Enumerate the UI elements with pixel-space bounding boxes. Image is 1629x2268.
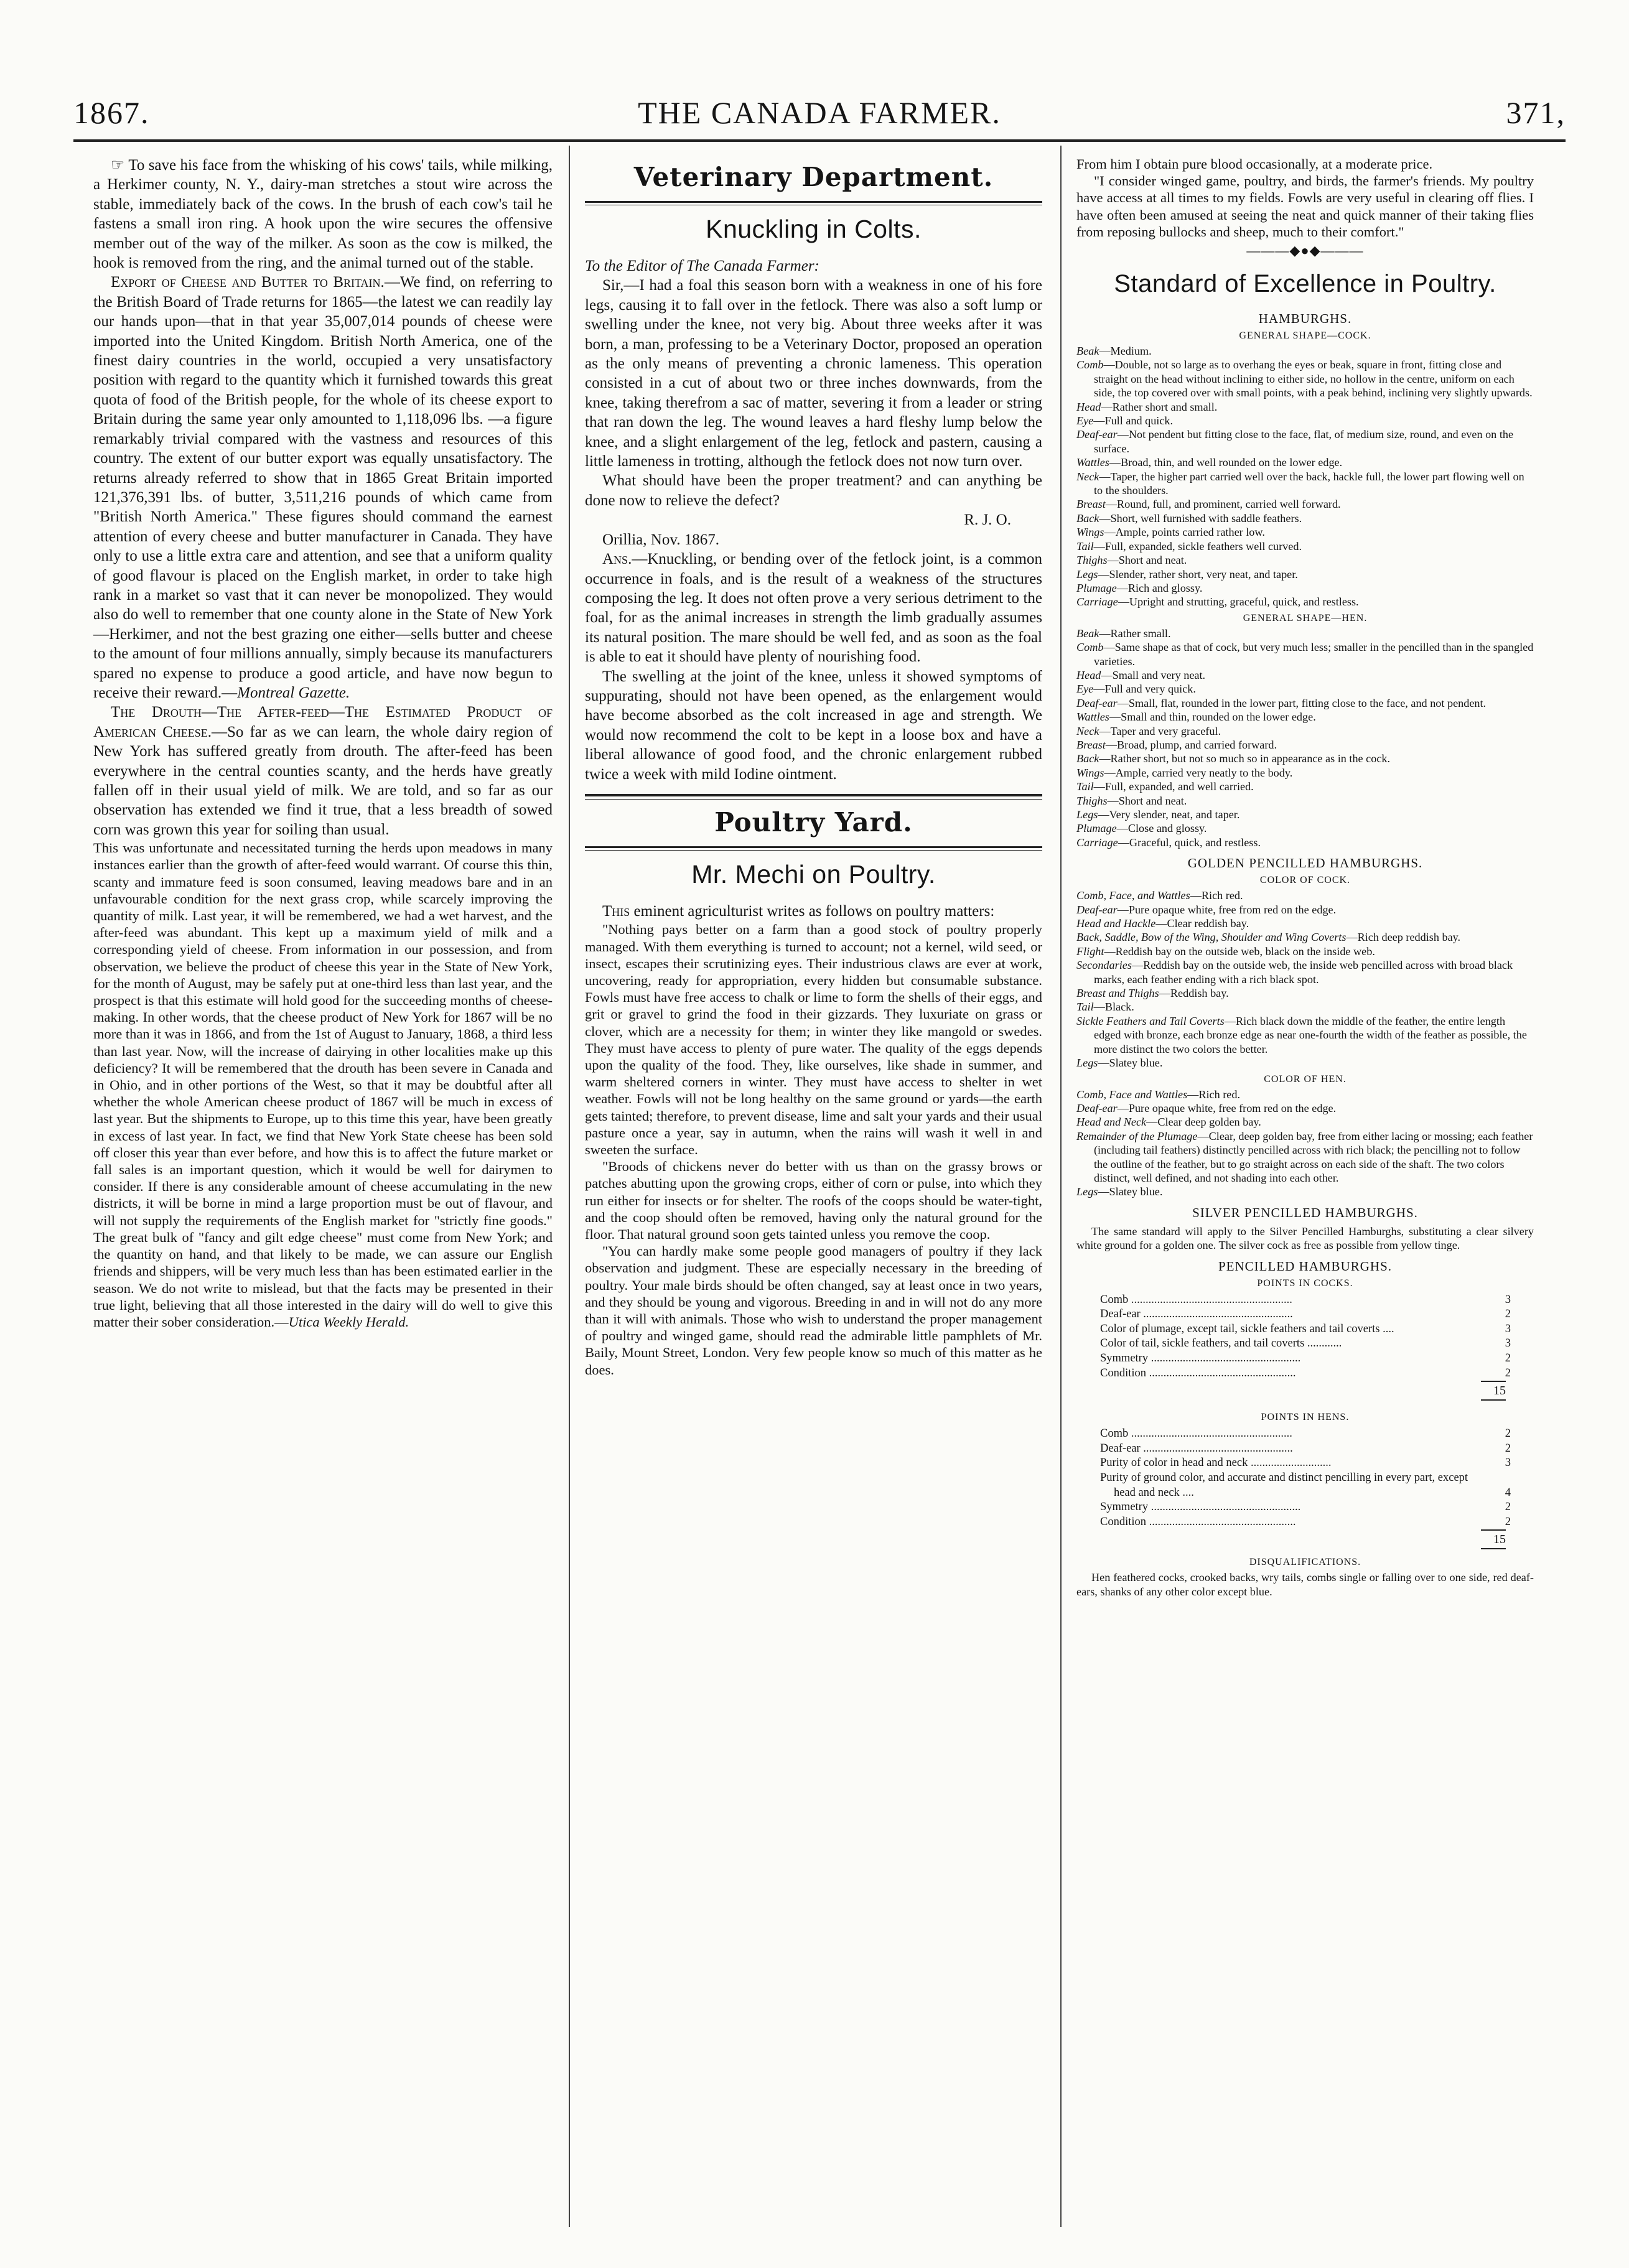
- standard-entry: [1076, 738, 1534, 752]
- standard-description: —Full, expanded, sickle feathers well curved.: [1093, 539, 1302, 553]
- standard-description: —Small and thin, rounded on the lower edge.: [1109, 711, 1316, 724]
- points-value: 2: [1505, 1366, 1511, 1379]
- standard-description: —Reddish bay on the outside web, the inside web pencilled across with broad black marks, each feather ending with a rich black spot.: [1094, 959, 1513, 986]
- subheading: POINTS IN COCKS.: [1257, 1277, 1353, 1289]
- subheading: DISQUALIFICATIONS.: [1249, 1557, 1361, 1568]
- standard-term: Tail: [1076, 539, 1094, 553]
- points-value: 2: [1505, 1515, 1511, 1528]
- points-value: 3: [1505, 1322, 1511, 1335]
- standard-entry: [1076, 958, 1534, 986]
- points-row: [1100, 1500, 1511, 1515]
- answer-lead: Ans.: [602, 551, 632, 568]
- standard-term: Comb, Face, and Wattles: [1076, 889, 1190, 902]
- standard-entry: [1076, 553, 1534, 567]
- points-row: [1100, 1351, 1511, 1366]
- standard-term: Comb, Face and Wattles: [1076, 1088, 1188, 1101]
- points-label: Purity of ground color, and accurate and distinct pencilling in every part, except head and neck ....: [1100, 1471, 1468, 1499]
- standard-description: —Broad, plump, and carried forward.: [1105, 738, 1277, 751]
- standard-description: —Short, well furnished with saddle feathers.: [1099, 511, 1302, 525]
- standard-entry: [1076, 1014, 1534, 1056]
- article-title: Knuckling in Colts.: [706, 215, 922, 243]
- quote-paragraph: "Broods of chickens never do better with us than on the grassy brows or patches abutting upon the growing crops, either of corn or pulse, into which they run either for insects or for shelter. The roofs of the coops should be water-tight, and the coop should often be removed, having only the natural ground for the floor. That natural ground soon gets tainted unless you remove the coop.: [585, 1159, 1042, 1243]
- paragraph-cows-tails: ☞ To save his face from the whisking of his cows' tails, while milking, a Herkimer county, N. Y., dairy-man stretches a stout wire across the stable, immediately back of the cows. In the brush of each cow's tail he fastens a small iron ring. A hook upon the wire secures the offensive member out of the way of the milker. As soon as the cow is milked, the hook is removed from the ring, and the animal turned out of the stable.: [93, 157, 553, 272]
- paragraph-drouth-cont: [93, 839, 553, 1330]
- standard-term: Legs: [1076, 1185, 1098, 1198]
- standard-description: —Rich deep reddish bay.: [1346, 931, 1461, 944]
- points-row: [1100, 1366, 1511, 1381]
- standard-entry: [1076, 1101, 1534, 1115]
- double-rule: [585, 201, 1042, 205]
- standard-entry: [1076, 1185, 1534, 1198]
- quote-paragraph: "I consider winged game, poultry, and birds, the farmer's friends. My poultry have access at all times to my fields. Fowls are very useful in clearing off flies. I have often been amused at seeing the neat and quick manner of their taking flies from reposing bullocks and sheep, much to their comfort.": [1076, 173, 1534, 240]
- points-row: [1100, 1322, 1511, 1337]
- standard-description: —Graceful, quick, and restless.: [1118, 836, 1261, 849]
- points-row: [1100, 1337, 1511, 1351]
- intro-text: eminent agriculturist writes as follows on poultry matters:: [630, 902, 995, 920]
- standard-description: —Round, full, and prominent, carried well forward.: [1105, 498, 1341, 511]
- salutation: To the Editor of The Canada Farmer:: [585, 258, 819, 274]
- points-label: Color of plumage, except tail, sickle feathers and tail coverts ....: [1100, 1322, 1394, 1335]
- standard-term: Plumage: [1076, 822, 1117, 835]
- points-total: 15: [1481, 1381, 1506, 1401]
- double-rule: [585, 846, 1042, 851]
- standard-description: —Full, expanded, and well carried.: [1093, 780, 1254, 793]
- standard-term: Sickle Feathers and Tail Coverts: [1076, 1014, 1225, 1027]
- standard-entry: [1076, 567, 1534, 581]
- standard-entry: [1076, 581, 1534, 595]
- subheading: COLOR OF COCK.: [1259, 875, 1351, 886]
- standard-entry: [1076, 766, 1534, 780]
- standard-entry: [1076, 696, 1534, 710]
- points-value: 2: [1505, 1351, 1511, 1365]
- standard-term: Eye: [1076, 683, 1094, 696]
- breed-heading: GOLDEN PENCILLED HAMBURGHS.: [1187, 856, 1423, 871]
- standard-term: Head and Hackle: [1076, 917, 1156, 930]
- standard-term: Neck: [1076, 470, 1099, 483]
- subheading: GENERAL SHAPE—HEN.: [1243, 612, 1368, 623]
- points-table-hens: [1100, 1427, 1511, 1529]
- standard-description: —Upright and strutting, graceful, quick, and restless.: [1118, 595, 1359, 609]
- standard-term: Thighs: [1076, 554, 1108, 567]
- points-label: Purity of color in head and neck ............................: [1100, 1457, 1332, 1470]
- standard-description: —Double, not so large as to overhang the eyes or beak, square in front, fitting close and straight on the head without inclining to either side, no hollow in the centre, uniform on each side, the top covered over with small points, with a peak behind, inclining very slightly upwards.: [1094, 358, 1533, 399]
- standard-description: —Not pendent but fitting close to the face, flat, of medium size, round, and even on the surface.: [1094, 428, 1514, 455]
- standard-term: Carriage: [1076, 595, 1118, 609]
- letter-signature: R. J. O.: [964, 511, 1011, 529]
- points-row: [1100, 1427, 1511, 1442]
- standard-description: —Rather short and small.: [1101, 400, 1218, 413]
- standard-entry: [1076, 1088, 1534, 1101]
- standard-description: —Black.: [1093, 1001, 1134, 1014]
- standard-entry: [1076, 710, 1534, 724]
- disqualifications: Hen feathered cocks, crooked backs, wry tails, combs single or falling over to one side, red deaf-ears, shanks of any other color except blue.: [1076, 1571, 1534, 1598]
- standard-entry: [1076, 682, 1534, 696]
- standard-description: —Reddish bay.: [1159, 987, 1229, 1000]
- letter-body: What should have been the proper treatment? and can anything be done now to relieve the defect?: [585, 472, 1042, 509]
- standard-entry: [1076, 414, 1534, 427]
- points-row: [1100, 1456, 1511, 1471]
- standard-list-golden-hen: [1076, 1088, 1534, 1199]
- points-total: 15: [1481, 1529, 1506, 1549]
- standard-description: —Rich red.: [1187, 1088, 1241, 1101]
- standard-term: Beak: [1076, 345, 1099, 358]
- standard-list-hen: [1076, 627, 1534, 850]
- paragraph-text: This was unfortunate and necessitated turning the herds upon meadows in many instances earlier than the growth of after-feed would warrant. Of course this thin, scanty and immature feed is soon consumed, leaving meadows bare and in an unfavourable condition for the next grass crop, while scarcely improving the quantity of milk. Last year, it will be remembered, we had a wet harvest, and the after-feed was abundant. This kept up a maximum yield of milk and a corresponding yield of cheese. From information in our possession, and from observation, we believe the product of cheese this year in the State of New York, for the month of August, may be safely put at one-third less than last year, and the prospect is that this estimate will hold good for the succeeding months of cheese-making. In other words, that the cheese product of New York for 1867 will be no more than it was in 1866, and from the 1st of August to January, 1868, a third less than last year. Now, will the increase of dairying in other localities make up this deficiency? It will be remembered that the drouth has been severe in Canada and in Ohio, and in other portions of the West, so that it may be doubtful after all whether the whole American cheese product of 1867 will be much in excess of last year. But the shipments to Europe, up to this time this year, have been greatly in excess of last year. In fact, we find that New York State cheese has been sold off closer this year than ever before, and how this is to affect the future market or fall sales is an important question, which it would be well for dairymen to consider. If there is any considerable amount of cheese accumulating in the new districts, it will be borne in mind a large proportion must be out of flavour, and will not supply the requirements of the English market for "strictly fine goods." The great bulk of "fancy and gilt edge cheese" must come from New York; and the quantity on hand, and that likely to be made, we can assure our English friends and shippers, will be very much less than has been estimated earlier in the season. We do not write to mislead, but that the facts may be presented in their true light, believing that all those interested in the dairy will do well to give this matter their sober consideration.—: [93, 840, 553, 1330]
- quote-paragraph: "Nothing pays better on a farm than a good stock of poultry properly managed. With them everything is turned to account; not a kernel, wild seed, or insect, escapes their scrutinizing eyes. Their industrious claws are ever at work, uncovering, ready for appropriation, every hidden but consumable substance. Fowls must have free access to chalk or lime to form the shells of their eggs, and grit or gravel to grind the food in their gizzards. They luxuriate on grass or clover, which are a necessity for them; in winter they like mangold or swedes. They must have access to plenty of pure water. The quality of the eggs depends upon the quality of the food. They, like ourselves, like shade in summer, and warm sheltered corners in winter. They must have access to shelter in wet weather. Fowls will not be long healthy on the same ground or yards—the earth gets tainted; therefore, to prevent disease, lime and salt your yards and their usual pasture once a year, say in autumn, when the rains will wash it well in and sweeten the surface.: [585, 922, 1042, 1158]
- standard-entry: [1076, 358, 1534, 399]
- standard-entry: [1076, 821, 1534, 835]
- citation: Montreal Gazette.: [237, 684, 350, 701]
- standard-description: —Slatey blue.: [1098, 1185, 1163, 1198]
- standard-term: Deaf-ear: [1076, 696, 1118, 709]
- quote-paragraph: "You can hardly make some people good managers of poultry if they lack observation and judgment. These are especially necessary in the breeding of poultry. Your male birds should be often changed, say at least once in two years, and they should be young and vigorous. Breeding in and in will not do any more than it will with animals. Those who wish to understand the proper management of poultry and winged game, should read the admirable little pamphlets of Mr. Baily, Mount Street, London. Very few people know so much of this matter as he does.: [585, 1243, 1042, 1378]
- standard-term: Legs: [1076, 808, 1098, 821]
- standard-description: —Small and very neat.: [1101, 668, 1206, 681]
- standard-entry: [1076, 780, 1534, 793]
- standard-term: Breast: [1076, 738, 1106, 751]
- standard-entry: [1076, 917, 1534, 930]
- standard-description: —Rich black down the middle of the feather, the entire length edged with bronze, each bronze edge as near one-fourth the width of the feather as possible, the more distinct the two colors the better.: [1094, 1014, 1527, 1055]
- column-3: [1076, 156, 1534, 1598]
- paragraph-heading: Export of Cheese and Butter to Britain.: [111, 274, 385, 291]
- points-value: 2: [1505, 1308, 1511, 1321]
- standard-entry: [1076, 400, 1534, 414]
- standard-description: —Reddish bay on the outside web, black on the inside web.: [1104, 945, 1375, 958]
- standard-description: —Rather short, but not so much so in appearance as in the cock.: [1099, 752, 1391, 765]
- standard-term: Head: [1076, 668, 1101, 681]
- standard-entry: [1076, 1000, 1534, 1014]
- column-divider: [569, 146, 570, 2227]
- standard-description: —Slender, rather short, very neat, and taper.: [1098, 567, 1298, 581]
- column-2: [585, 156, 1042, 1378]
- standard-entry: [1076, 595, 1534, 609]
- standard-entry: [1076, 1056, 1534, 1070]
- masthead-rule: [73, 139, 1566, 142]
- points-row: [1100, 1293, 1511, 1308]
- standard-description: —Full and very quick.: [1093, 683, 1196, 696]
- paragraph-export: [93, 273, 553, 702]
- points-label: Comb ........................................................: [1100, 1427, 1292, 1440]
- standard-entry: [1076, 724, 1534, 738]
- answer: The swelling at the joint of the knee, unless it showed symptoms of suppurating, should not have been opened, as the enlargement would have become absorbed as the colt increased in age and strength. We would now recommend the colt to be kept in a loose box and have a liberal allowance of good food, and the chronic enlargement rubbed twice a week with mild Iodine ointment.: [585, 668, 1042, 783]
- standard-term: Tail: [1076, 780, 1094, 793]
- standard-term: Wattles: [1076, 711, 1109, 724]
- standard-description: —Slatey blue.: [1098, 1057, 1163, 1070]
- standard-term: Deaf-ear: [1076, 428, 1118, 441]
- standard-description: —Pure opaque white, free from red on the edge.: [1117, 903, 1337, 916]
- standard-entry: [1076, 808, 1534, 821]
- standard-entry: [1076, 930, 1534, 944]
- standard-entry: [1076, 836, 1534, 849]
- standard-description: —Full and quick.: [1093, 414, 1174, 427]
- answer: [585, 549, 1042, 666]
- standard-term: Neck: [1076, 724, 1099, 737]
- standard-term: Breast and Thighs: [1076, 987, 1159, 1000]
- standard-description: —Taper, the higher part carried well over the back, hackle full, the lower part flowing well on to the shoulders.: [1094, 470, 1524, 497]
- ornament-divider: ———◆●◆———: [1246, 243, 1364, 259]
- subheading: POINTS IN HENS.: [1261, 1412, 1350, 1423]
- points-label: Comb ........................................................: [1100, 1293, 1292, 1306]
- standard-entry: [1076, 1129, 1534, 1185]
- standard-description: —Pure opaque white, free from red on the edge.: [1117, 1101, 1337, 1114]
- standard-term: Back: [1076, 511, 1099, 525]
- letter-place: Orillia, Nov. 1867.: [602, 531, 719, 548]
- standard-description: —Broad, thin, and well rounded on the lower edge.: [1109, 456, 1343, 469]
- standard-term: Back: [1076, 752, 1099, 765]
- department-heading: Veterinary Department.: [633, 162, 994, 192]
- standard-term: Deaf-ear: [1076, 903, 1118, 916]
- standard-term: Eye: [1076, 414, 1094, 427]
- standard-term: Head and Neck: [1076, 1116, 1147, 1129]
- standard-entry: [1076, 794, 1534, 808]
- points-row: [1100, 1442, 1511, 1457]
- points-label: Deaf-ear ....................................................: [1100, 1442, 1293, 1455]
- points-label: Condition ...................................................: [1100, 1366, 1296, 1379]
- standard-entry: [1076, 539, 1534, 553]
- citation: Utica Weekly Herald.: [288, 1314, 409, 1330]
- column-divider: [1060, 146, 1062, 2227]
- standard-entry: [1076, 668, 1534, 682]
- standard-term: Thighs: [1076, 794, 1108, 807]
- standard-description: —Very slender, neat, and taper.: [1098, 808, 1240, 821]
- standard-term: Head: [1076, 400, 1101, 413]
- answer-text: —Knuckling, or bending over of the fetlock joint, is a common occurrence in foals, and is the result of a weakness of the structures composing the leg. It does not often prove a very serious detriment to the foal, for as the animal increases in strength the limb gradually assumes its natural position. The mare should be well fed, and as soon as the foal is able to eat it should have plenty of nourishing food.: [585, 551, 1042, 666]
- issue-year: 1867.: [73, 95, 150, 130]
- standard-term: Wattles: [1076, 456, 1109, 469]
- standard-description: —Small, flat, rounded in the lower part, fitting close to the face, and not pendent.: [1117, 696, 1487, 709]
- standard-description: —Clear deep golden bay.: [1146, 1116, 1261, 1129]
- standard-description: —Short and neat.: [1107, 794, 1187, 807]
- points-label: Deaf-ear ....................................................: [1100, 1308, 1293, 1321]
- points-row: [1100, 1515, 1511, 1530]
- points-label: Condition ...................................................: [1100, 1515, 1296, 1528]
- intro-lead: This: [602, 902, 630, 920]
- standard-entry: [1076, 889, 1534, 902]
- standard-term: Beak: [1076, 627, 1099, 640]
- standard-term: Remainder of the Plumage: [1076, 1129, 1198, 1142]
- points-row: [1100, 1471, 1511, 1500]
- standard-term: Breast: [1076, 498, 1106, 511]
- standard-entry: [1076, 511, 1534, 525]
- standard-term: Flight: [1076, 945, 1104, 958]
- standard-list-golden-cock: [1076, 889, 1534, 1070]
- standard-entry: [1076, 986, 1534, 1000]
- standard-entry: [1076, 525, 1534, 539]
- department-heading: Poultry Yard.: [714, 806, 913, 838]
- standard-entry: [1076, 627, 1534, 640]
- column-1: [93, 156, 553, 1330]
- points-label: Color of tail, sickle feathers, and tail coverts ............: [1100, 1337, 1342, 1350]
- standard-term: Tail: [1076, 1001, 1094, 1014]
- points-value: 3: [1505, 1337, 1511, 1350]
- standard-term: Back, Saddle, Bow of the Wing, Shoulder and Wing Coverts: [1076, 931, 1347, 944]
- standard-term: Comb: [1076, 641, 1104, 654]
- points-value: 3: [1505, 1293, 1511, 1306]
- article-title: Mr. Mechi on Poultry.: [691, 859, 936, 889]
- standard-entry: [1076, 470, 1534, 498]
- standard-description: —Medium.: [1099, 345, 1152, 358]
- section-rule: [585, 794, 1042, 796]
- standard-description: —Rich red.: [1190, 889, 1243, 902]
- standard-term: Plumage: [1076, 581, 1117, 594]
- standard-term: Carriage: [1076, 836, 1118, 849]
- points-value: 2: [1505, 1442, 1511, 1455]
- quote-paragraph: From him I obtain pure blood occasionally, at a moderate price.: [1076, 156, 1433, 172]
- standard-description: —Ample, carried very neatly to the body.: [1104, 766, 1293, 779]
- section-rule: [585, 799, 1042, 800]
- standard-term: Legs: [1076, 567, 1098, 581]
- paragraph-drouth: [93, 702, 553, 839]
- standard-entry: [1076, 427, 1534, 455]
- standard-description: —Taper and very graceful.: [1099, 724, 1221, 737]
- standard-description: —Clear, deep golden bay, free from either lacing or mossing; each feather (including tail feathers) distinctly pencilled across with rich black; the pencilling not to follow the outline of the feather, but to go straight across on each side of the shaft. The two colors distinct, well defined, and not shading into each other.: [1094, 1129, 1533, 1184]
- points-value: 2: [1505, 1427, 1511, 1440]
- points-table-cocks: [1100, 1293, 1511, 1381]
- standard-term: Comb: [1076, 358, 1104, 371]
- standard-description: —Close and glossy.: [1116, 822, 1207, 835]
- standard-description: —Rather small.: [1099, 627, 1171, 640]
- standard-entry: [1076, 455, 1534, 469]
- standard-list-cock: [1076, 344, 1534, 609]
- masthead: [73, 93, 1566, 137]
- standard-description: —Same shape as that of cock, but very much less; smaller in the pencilled than in the spangled varieties.: [1094, 641, 1534, 668]
- points-value: 4: [1505, 1486, 1511, 1499]
- standard-entry: [1076, 752, 1534, 765]
- article-intro: [585, 902, 1042, 921]
- standard-entry: [1076, 640, 1534, 668]
- breed-heading: PENCILLED HAMBURGHS.: [1218, 1258, 1392, 1274]
- standard-entry: [1076, 903, 1534, 917]
- silver-note: The same standard will apply to the Silver Pencilled Hamburghs, substituting a clear silvery white ground for a golden one. The silver cock as free as possible from yellow tinge.: [1076, 1225, 1534, 1252]
- article-title: Standard of Excellence in Poultry.: [1114, 270, 1496, 298]
- subheading: COLOR OF HEN.: [1264, 1073, 1347, 1085]
- standard-entry: [1076, 344, 1534, 358]
- standard-term: Secondaries: [1076, 959, 1132, 972]
- standard-term: Wings: [1076, 526, 1104, 539]
- standard-entry: [1076, 945, 1534, 958]
- paragraph-text: —So far as we can learn, the whole dairy region of New York has suffered greatly from drouth. The after-feed has been everywhere in the central counties scanty, and the herds have greatly fallen off in their usual yield of milk. We are told, and so far as our observation has extended we find it true, that a less breadth of sowed corn was grown this year for soiling than usual.: [93, 723, 553, 838]
- standard-entry: [1076, 1115, 1534, 1129]
- letter-body: Sir,—I had a foal this season born with a weakness in one of his fore legs, causing it to fall over in the fetlock. There was also a soft lump or swelling under the knee, not very big. About three weeks after it was born, a man, professing to be a Veterinary Doctor, proposed an operation as the only means of preventing a chronic lameness. This operation consisted in a cut of about two or three inches downwards, from the knee, taking therefrom a sac of matter, severing it from a leader or string that ran down the leg. The wound leaves a hard fleshy lump below the knee, and a slight enlargement of the leg, fetlock and pastern, causing a little lameness in trotting, although the fetlock does not now turn over.: [585, 277, 1042, 470]
- subheading: GENERAL SHAPE—COCK.: [1239, 330, 1371, 342]
- points-label: Symmetry ....................................................: [1100, 1501, 1301, 1514]
- points-value: 2: [1505, 1501, 1511, 1514]
- standard-description: —Rich and glossy.: [1116, 581, 1203, 594]
- breed-heading: HAMBURGHS.: [1258, 311, 1352, 327]
- page-number: 371,: [1506, 95, 1566, 130]
- newspaper-title: THE CANADA FARMER.: [638, 95, 1001, 130]
- standard-term: Deaf-ear: [1076, 1101, 1118, 1114]
- points-label: Symmetry ....................................................: [1100, 1351, 1301, 1365]
- standard-description: —Short and neat.: [1107, 554, 1187, 567]
- paragraph-heading: The Drouth—The After-feed—The Estimated Product of American Cheese.: [93, 704, 553, 740]
- standard-entry: [1076, 497, 1534, 511]
- points-row: [1100, 1307, 1511, 1322]
- points-value: 3: [1505, 1457, 1511, 1470]
- breed-heading: SILVER PENCILLED HAMBURGHS.: [1192, 1205, 1418, 1220]
- standard-description: —Clear reddish bay.: [1155, 917, 1249, 930]
- standard-description: —Ample, points carried rather low.: [1104, 526, 1265, 539]
- paragraph-text: —We find, on referring to the British Board of Trade returns for 1865—the latest we can readily lay our hands upon—that in that year 35,007,014 pounds of cheese were imported into the United Kingdom. British North America, one of the finest dairy countries in the world, occupied a very unsatisfactory position with regard to the quantity which it furnished towards this great quota of food of the British people, for the whole of its cheese export to Britain during the same year only amounted to 1,118,096 lbs. —a figure remarkably trivial compared with the vastness and resources of this country. The extent of our butter export was equally unsatisfactory. The returns already referred to show that in 1865 Great Britain imported 121,376,391 lbs. of butter, 3,511,216 pounds of which came from "British North America." These figures should command the earnest attention of every cheese and butter manufacturer in Canada. They have only to use a little extra care and attention, and see that a uniform quality of good flavour is placed on the English market, in order to take high rank in a market so vast that it can never be monopolized. They would also do well to remember that one county alone in the State of New York—Herkimer, and not the best grazing one either—sells butter and cheese to the amount of four millions annually, simply because its manufacturers spared no expense to produce a good article, and have now begun to receive their reward.—: [93, 274, 553, 701]
- standard-term: Wings: [1076, 766, 1104, 779]
- standard-term: Legs: [1076, 1057, 1098, 1070]
